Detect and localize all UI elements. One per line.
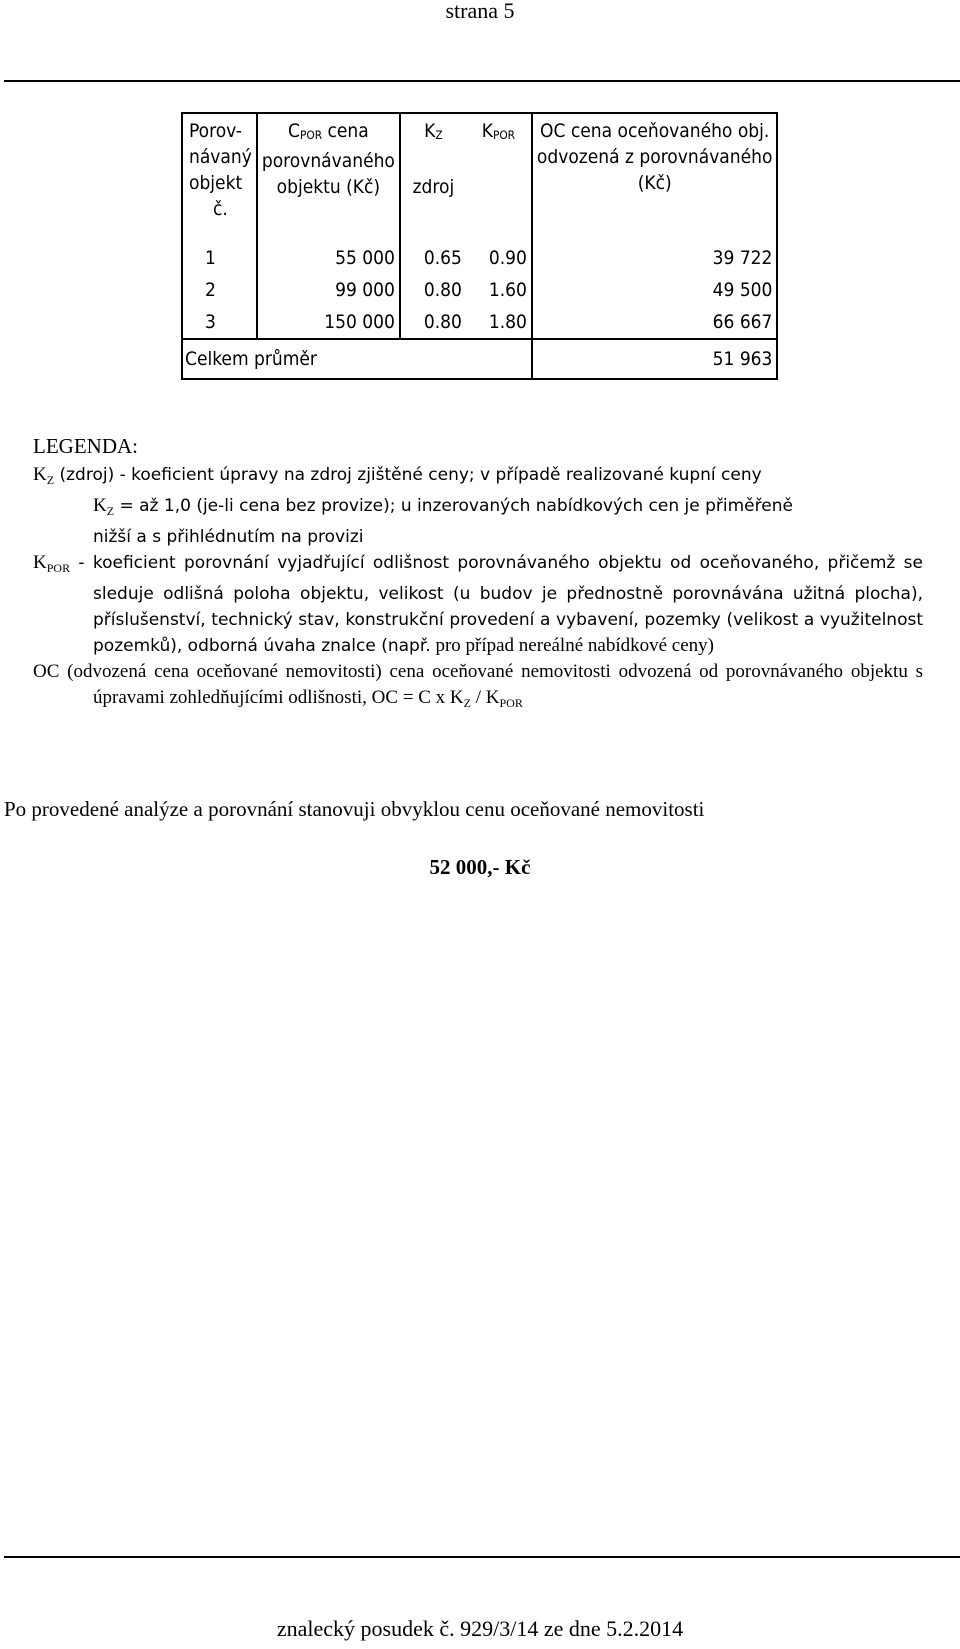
symbol-subscript: POR: [46, 561, 71, 575]
header-kpor: [466, 113, 532, 242]
legend-text: pro případ nereálné nabídkové ceny): [430, 635, 714, 656]
legend-text: (zdroj) - koeficient úpravy na zdroj zjištěné ceny; v případě realizované kupní ceny: [54, 465, 762, 485]
page-footer: znalecký posudek č. 929/3/14 ze dne 5.2.2014: [276, 1616, 684, 1641]
symbol-k: K: [481, 120, 493, 142]
legend-kpor: [33, 550, 923, 659]
result-value: 52 000,- Kč: [429, 855, 531, 879]
header-line: [470, 118, 527, 148]
row-kz: 0.80: [400, 274, 466, 306]
table-row: [182, 306, 777, 339]
table-header-row: [182, 113, 777, 242]
row-kpor: 1.80: [488, 311, 527, 333]
header-line: návaný: [189, 146, 252, 168]
row-id: 1: [205, 247, 216, 269]
header-line: odvozená z porovnávaného: [536, 146, 773, 168]
footer-divider: [4, 1556, 960, 1558]
comparison-table: [181, 112, 778, 380]
header-line: OC cena oceňovaného obj.: [540, 120, 770, 142]
row-kz: 0.80: [400, 306, 466, 339]
row-derived-price: 66 667: [532, 306, 778, 339]
header-derived-price: [532, 113, 778, 242]
header-object-number: [182, 113, 257, 242]
header-line: Porov-: [189, 120, 242, 142]
symbol-k: K: [424, 120, 436, 142]
row-kpor: 1.60: [488, 279, 527, 301]
row-compared-price: 150 000: [257, 306, 400, 339]
table-row: [182, 274, 777, 306]
header-text: cena: [322, 120, 369, 142]
page-number: strana 5: [445, 0, 515, 23]
header-compared-price: [257, 113, 400, 242]
header-line: objektu (Kč): [276, 175, 381, 198]
header-divider: [4, 80, 960, 82]
legend-text: / K: [470, 687, 500, 708]
header-line: zdroj: [412, 175, 455, 198]
row-id: 3: [205, 311, 216, 333]
legend-text: OC (odvozená cena oceňované nemovitosti) cena oceňované nemovitosti odvozená od porovnávaného objektu s úpravami zohledňujícími odlišnosti, OC = C x K: [33, 661, 923, 708]
legend-text: = až 1,0 (je-li cena bez provize); u inzerovaných nabídkových cen je přiměřeně: [114, 496, 793, 516]
table-row: [182, 242, 777, 274]
symbol-subscript: POR: [492, 127, 516, 142]
legend-kz-line1: [33, 462, 923, 493]
row-derived-price: 49 500: [532, 274, 778, 306]
row-derived-price: 39 722: [532, 242, 778, 274]
total-label: Celkem průměr: [182, 339, 532, 379]
symbol-subscript: Z: [463, 696, 471, 710]
row-compared-price: 55 000: [257, 242, 400, 274]
legend-oc: [33, 659, 923, 716]
symbol-k: K: [33, 464, 47, 485]
total-value: 51 963: [532, 339, 778, 379]
legend-title: LEGENDA:: [33, 434, 138, 458]
symbol-c: C: [288, 120, 300, 142]
conclusion-text: Po provedené analýze a porovnání stanovuji obvyklou cenu oceňované nemovitosti: [4, 797, 705, 821]
symbol-subscript: Z: [46, 473, 55, 487]
header-line: č.: [213, 198, 228, 220]
header-line: [405, 118, 462, 148]
legend: [33, 432, 923, 716]
legend-text: - koeficient porovnání vyjadřující odlišnost porovnávaného objektu od oceňovaného, přičemž se sleduje odlišná poloha objektu, velikost (u budov je přednostně porovnávána užitná plocha), příslušenství, technický stav, konstrukční provedení a vybavení, pozemky (velikost a využitelnost pozemků), odborná úvaha znalce (např.: [70, 553, 923, 656]
symbol-subscript: Z: [435, 127, 443, 142]
legend-kz-line3: nižší a s přihlédnutím na provizi: [93, 527, 364, 547]
symbol-subscript: POR: [299, 127, 323, 142]
header-line: [262, 118, 395, 148]
row-id: 2: [205, 279, 216, 301]
row-compared-price: 99 000: [257, 274, 400, 306]
header-line: (Kč): [637, 172, 672, 194]
table-total-row: [182, 339, 777, 379]
header-line: porovnávaného: [261, 149, 395, 172]
row-kz: 0.65: [400, 242, 466, 274]
header-line: objekt: [189, 172, 243, 194]
symbol-k: K: [33, 552, 47, 573]
row-kpor: 0.90: [488, 247, 527, 269]
header-kz: [400, 113, 466, 242]
symbol-subscript: POR: [499, 696, 523, 710]
symbol-k: K: [93, 495, 107, 516]
symbol-subscript: Z: [106, 504, 115, 518]
legend-kz-line2: [33, 493, 923, 524]
